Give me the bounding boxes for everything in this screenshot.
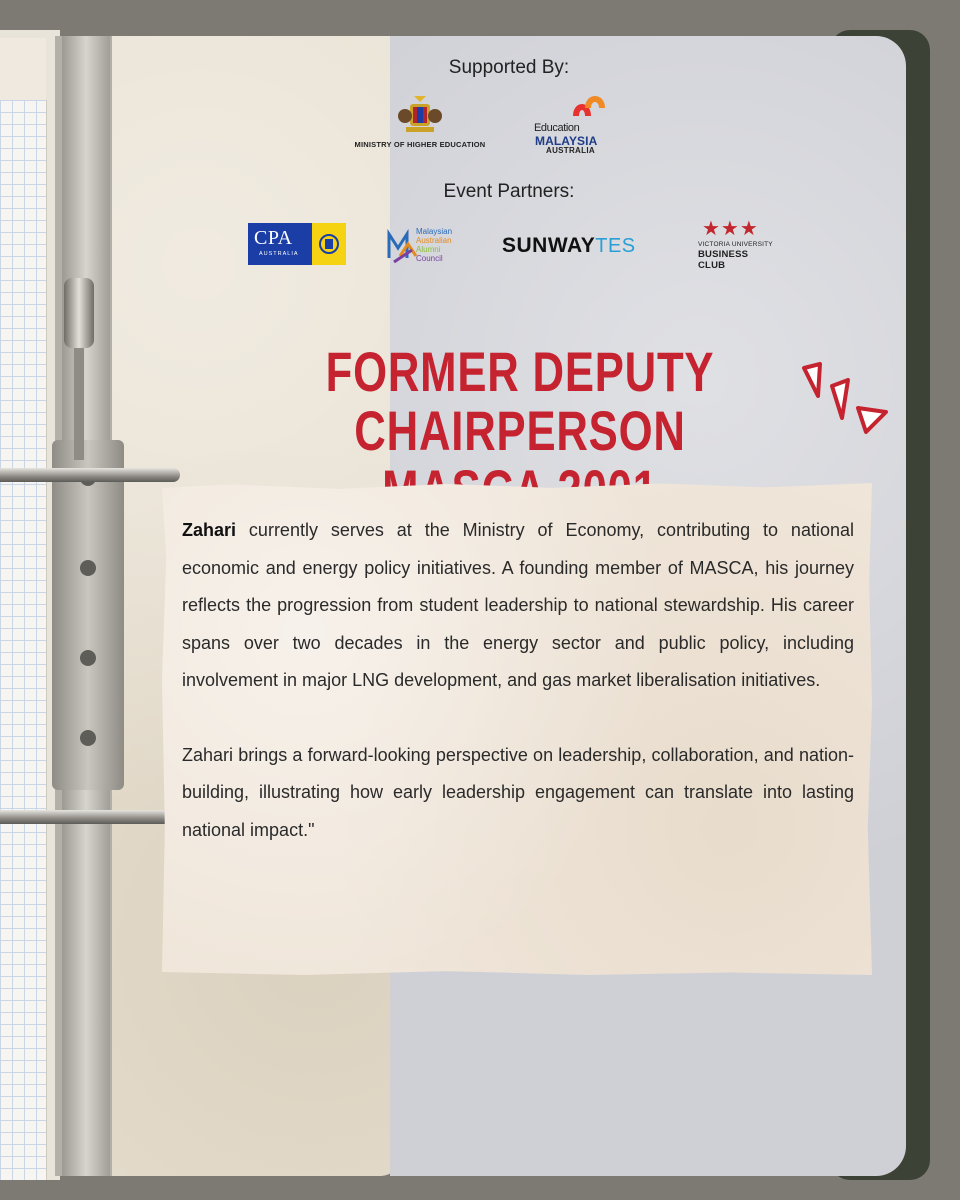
rivet-icon xyxy=(80,730,96,746)
maac-logo xyxy=(386,222,486,270)
bio-para1-text: currently serves at the Ministry of Economy, contributing to national economic and energy policy initiatives. A founding member of MASCA, his journey reflects the progression from student leadership to national stewardship. His career spans over two decades in the energy sector and public policy, including involvement in major LNG development, and gas market liberalisation initiatives. xyxy=(182,520,854,690)
australia-word: AUSTRALIA xyxy=(546,146,595,155)
maac-m-icon xyxy=(386,228,420,264)
cpa-australia-logo xyxy=(248,223,346,265)
maac-line-3: Alumni xyxy=(416,245,441,254)
bio-text xyxy=(182,512,854,849)
malaysia-word: MALAYSIA xyxy=(535,134,598,148)
poster-content xyxy=(112,36,906,1176)
event-partners-label: Event Partners: xyxy=(443,181,575,202)
bio-name: Zahari xyxy=(182,520,237,540)
vu-business-club-logo xyxy=(696,216,776,271)
maac-line-4: Council xyxy=(416,254,443,263)
cpa-subtext: AUSTRALIA xyxy=(259,251,299,257)
supported-by-label: Supported By: xyxy=(448,57,570,78)
headline-line-2: CHAIRPERSON xyxy=(354,399,686,462)
torn-paper xyxy=(0,38,46,100)
bio-paragraph-1 xyxy=(182,512,854,700)
bio-paragraph-2: Zahari brings a forward-looking perspective on leadership, collaboration, and nation-building, illustrating how early leadership engagement can translate into lasting national impact." xyxy=(182,744,854,840)
rivet-icon xyxy=(80,560,96,576)
education-word: Education xyxy=(534,122,580,134)
binder-lever-icon xyxy=(64,278,94,348)
maac-line-2: Australian xyxy=(416,236,452,245)
lever-stem xyxy=(74,340,84,460)
vu-line-2: BUSINESS CLUB xyxy=(698,249,749,271)
cpa-text: CPA xyxy=(254,227,293,249)
cpa-seal-icon xyxy=(312,223,346,265)
headline-line-1: FORMER DEPUTY xyxy=(325,340,715,403)
tes-word: TES xyxy=(595,235,636,257)
ministry-logo xyxy=(350,94,490,154)
education-malaysia-australia-logo xyxy=(530,94,620,156)
grid-paper xyxy=(0,100,47,1180)
malaysia-coat-of-arms-icon xyxy=(398,94,442,136)
sunway-tes-logo xyxy=(502,234,668,258)
vu-line-1: VICTORIA UNIVERSITY xyxy=(698,241,773,248)
ministry-name: MINISTRY OF HIGHER EDUCATION xyxy=(354,140,486,149)
sunway-word: SUNWAY xyxy=(502,234,596,257)
maac-line-1: Malaysian xyxy=(416,227,453,236)
accent-burst-icon xyxy=(798,356,894,436)
rivet-icon xyxy=(80,650,96,666)
stars-icon: ★★★ xyxy=(702,218,759,240)
maac-name xyxy=(416,227,452,263)
